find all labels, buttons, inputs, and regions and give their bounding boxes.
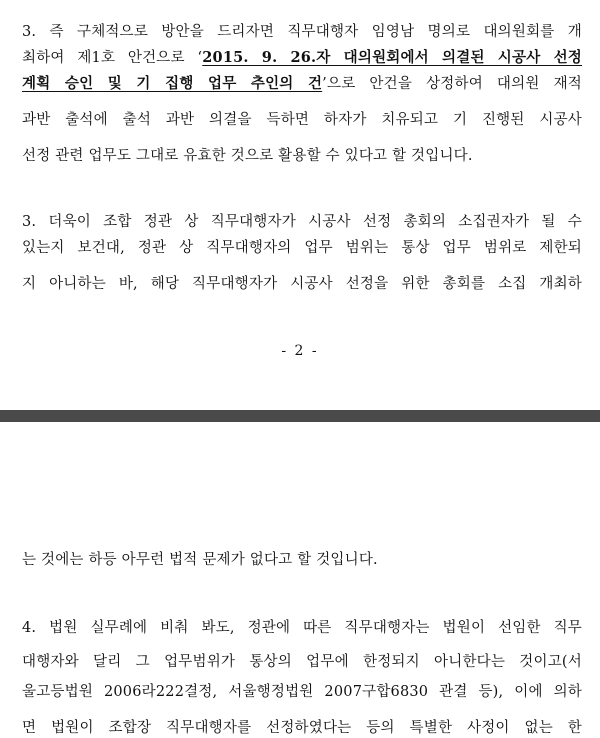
paragraph-3-line-5: 선정 관련 업무도 그대로 유효한 것으로 활용할 수 있다고 할 것입니다. <box>22 148 473 164</box>
underlined-agenda-title: 2015. 9. 26.자 대의원회에서 의결된 시공사 선정 <box>202 49 582 66</box>
paragraph-4-line-1: 4. 법원 실무례에 비춰 봐도, 정관에 따른 직무대행자는 법원이 선임한 직무 <box>22 620 582 636</box>
underlined-agenda-title-cont: 계획 승인 및 기 집행 업무 추인의 건 <box>22 75 323 92</box>
paragraph-3-line-2 <box>22 48 582 68</box>
paragraph-3b-line-1: 3. 더욱이 조합 정관 상 직무대행자가 시공사 선정 총회의 소집권자가 될 수 <box>22 214 582 230</box>
document-page-3 <box>0 422 600 738</box>
paragraph-4-line-3: 울고등법원 2006라222결정, 서울행정법원 2007구합6830 관결 등), 이에 의하 <box>22 684 582 700</box>
text-segment: ’으로 안건을 상정하여 대의원 재적 <box>322 76 582 92</box>
page-number: - 2 - <box>281 343 319 359</box>
paragraph-3-line-4: 과반 출석에 출석 과반 의결을 득하면 하자가 치유되고 기 진행된 시공사 <box>22 112 582 128</box>
paragraph-3-line-1: 3. 즉 구체적으로 방안을 드리자면 직무대행자 임영남 명의로 대의원회를 개 <box>22 24 582 40</box>
text-segment: 최하여 제1호 안건으로 ‘ <box>22 50 203 66</box>
paragraph-4-line-4: 면 법원이 조합장 직무대행자를 선정하였다는 등의 특별한 사정이 없는 한 <box>22 720 582 736</box>
paragraph-3b-line-3: 지 아니하는 바, 해당 직무대행자가 시공사 선정을 위한 총회를 소집 개최하 <box>22 276 582 292</box>
paragraph-3-line-3 <box>22 74 582 94</box>
paragraph-3b-line-2: 있는지 보건대, 정관 상 직무대행자의 업무 범위는 통상 업무 범위로 제한되 <box>22 240 582 256</box>
continuation-line: 는 것에는 하등 아무런 법적 문제가 없다고 할 것입니다. <box>22 552 378 568</box>
page-break-separator <box>0 410 600 422</box>
paragraph-4-line-2: 대행자와 달리 그 업무범위가 통상의 업무에 한정되지 아니한다는 것이고(서 <box>22 654 582 670</box>
